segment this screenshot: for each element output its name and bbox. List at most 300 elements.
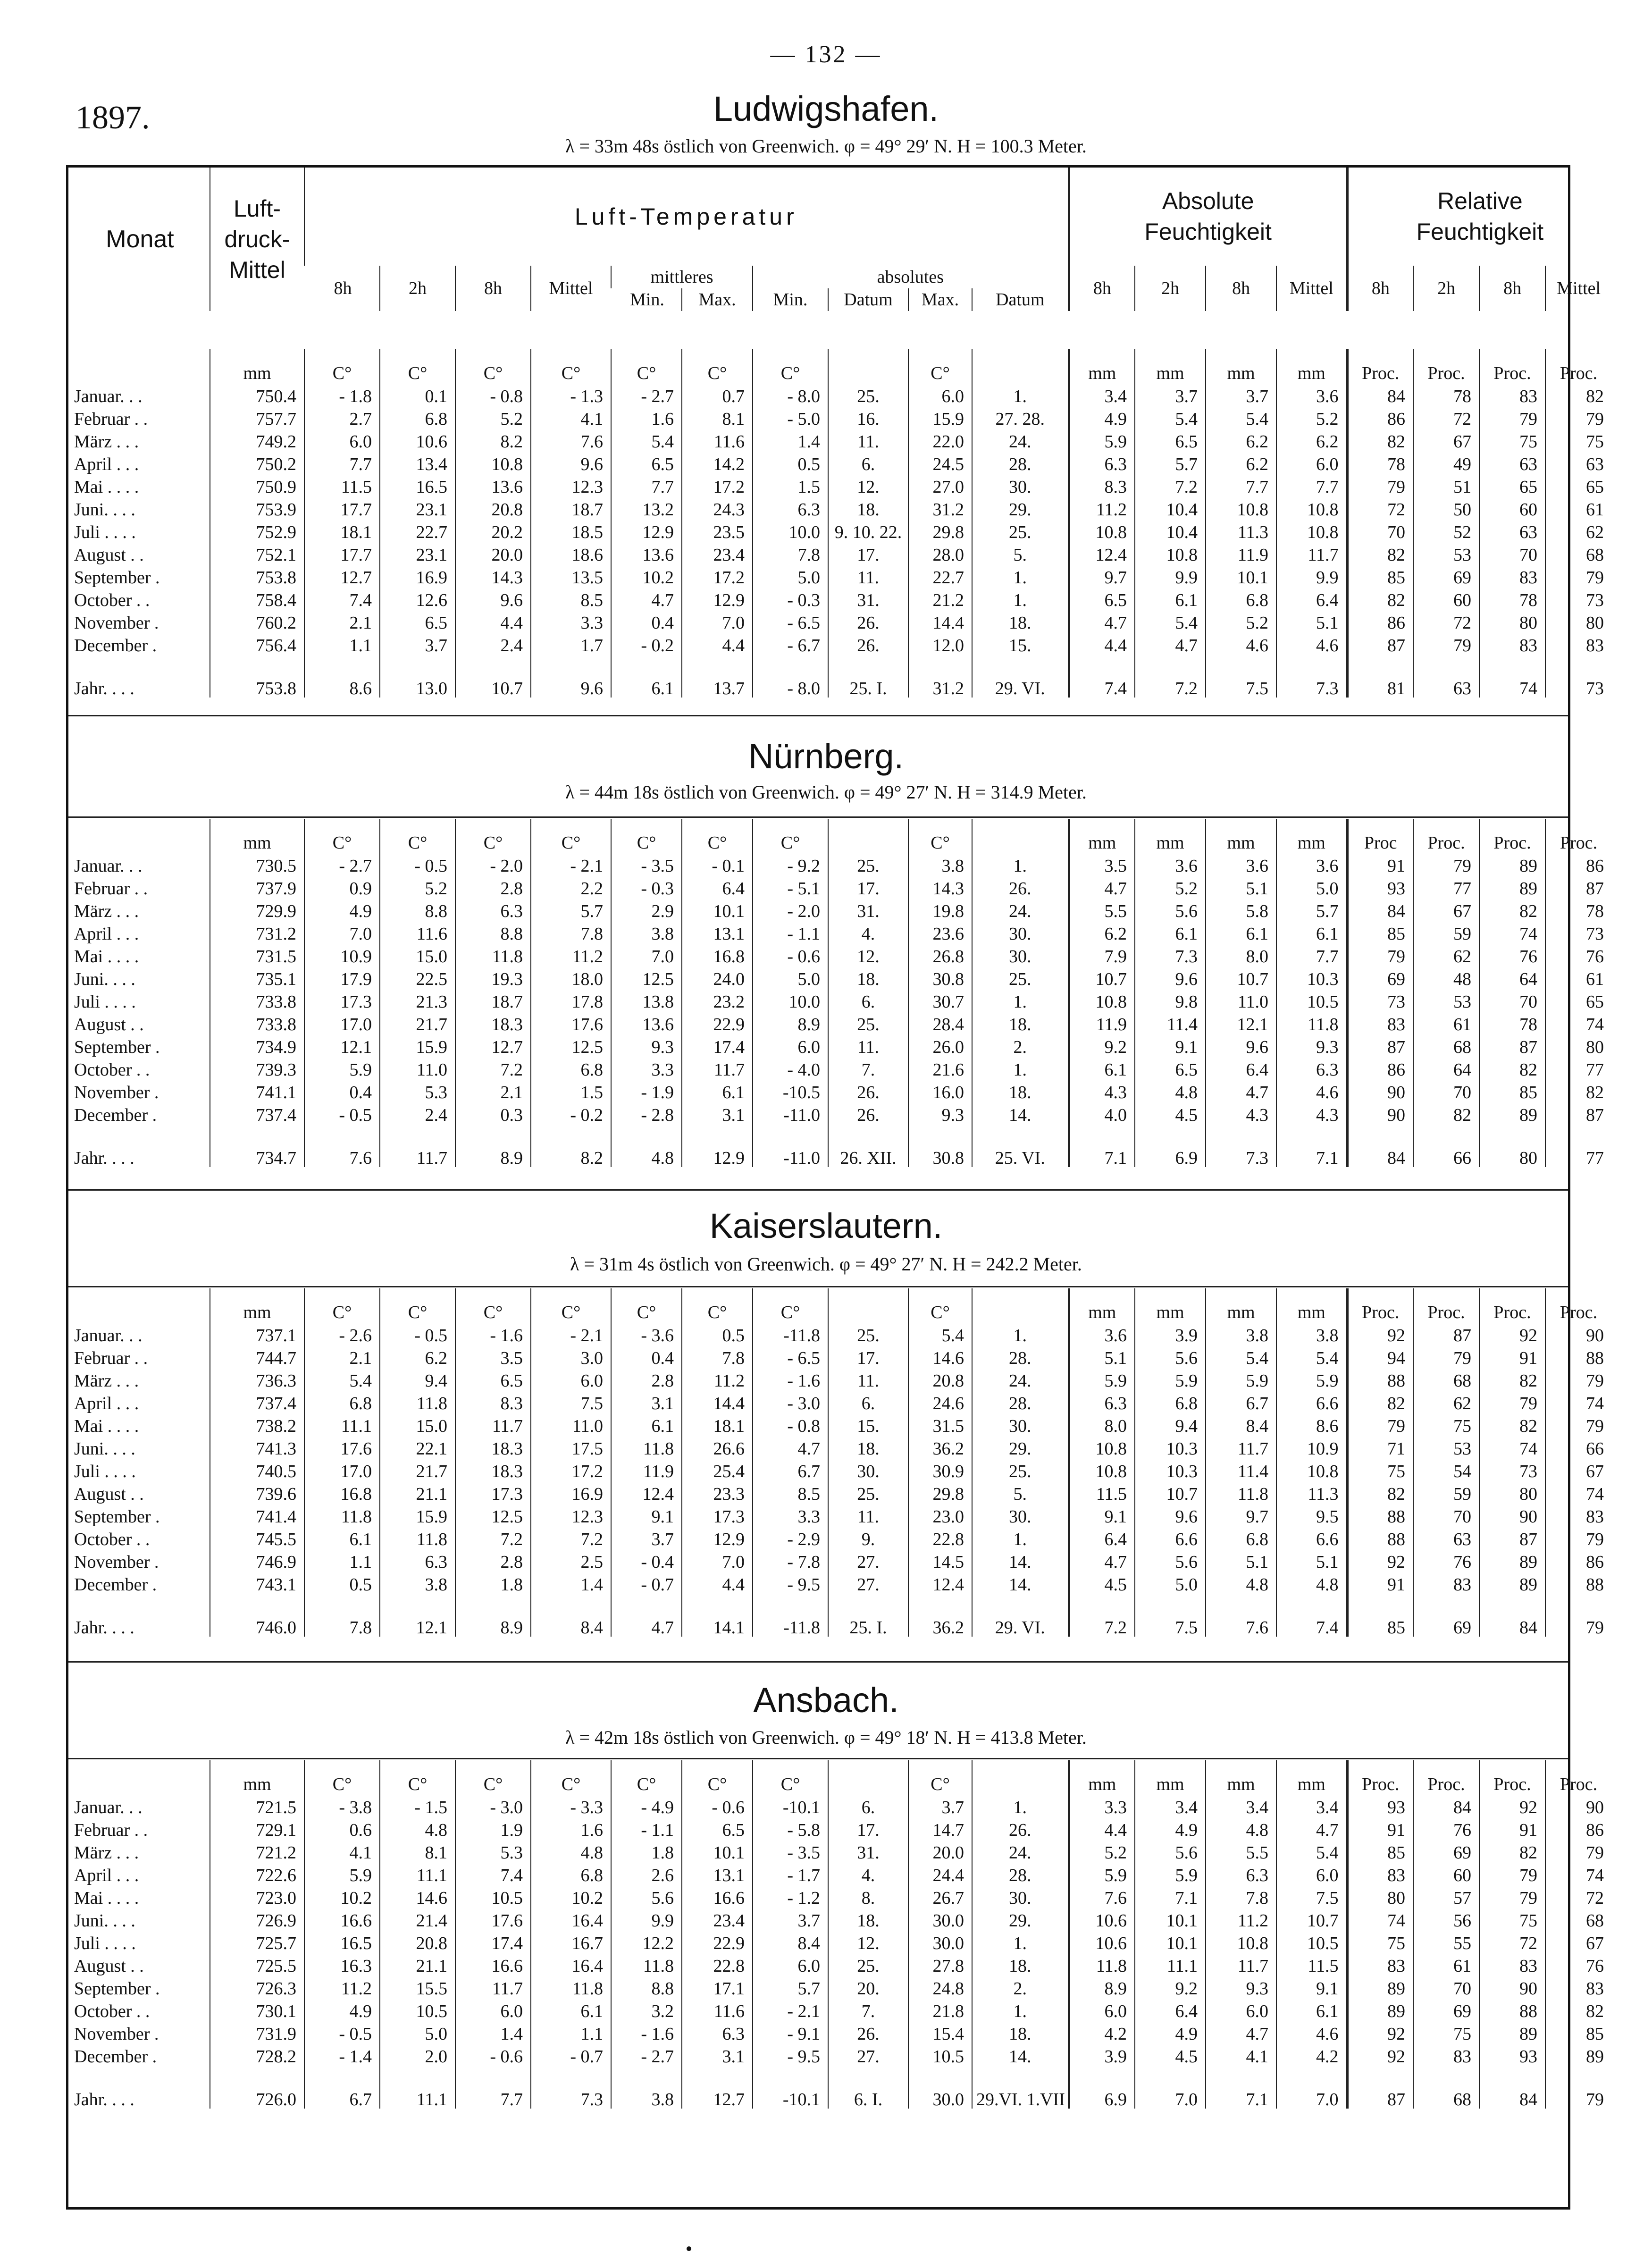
value-cell: 4.8 [1206,1819,1276,1841]
value-cell: 48 [1413,968,1479,991]
date-cell: 25. [972,521,1069,544]
value-cell: 15.5 [380,1977,455,2000]
month-label: November . [74,2024,159,2044]
value-cell: 11.0 [1206,991,1276,1013]
value-cell: 52 [1413,521,1479,544]
value-cell: 75 [1413,1415,1479,1437]
table-row [68,1932,1611,1955]
value-cell: 79 [1347,1415,1413,1437]
value-cell: - 5.1 [753,877,828,900]
value-cell: -11.0 [753,1126,828,1167]
value-cell: 13.5 [531,566,611,589]
value-cell: 741.1 [210,1081,304,1104]
value-cell: 67 [1413,430,1479,453]
value-cell: 87 [1545,1104,1611,1126]
value-cell: 758.4 [210,589,304,612]
value-cell: 744.7 [210,1347,304,1370]
value-cell: 5.9 [1135,1864,1206,1887]
value-cell: 10.2 [304,1887,380,1909]
value-cell: - 2.0 [455,855,531,877]
date-cell: 1. [972,1324,1069,1347]
date-cell: 1. [972,2000,1069,2023]
value-cell: 750.2 [210,453,304,476]
value-cell: 66 [1545,1437,1611,1460]
unit-cell: mm [1206,1288,1276,1324]
value-cell: 91 [1347,855,1413,877]
value-cell: 729.1 [210,1819,304,1841]
value-cell: 89 [1347,1977,1413,2000]
value-cell: 62 [1545,521,1611,544]
value-cell: 85 [1347,1841,1413,1864]
value-cell: 731.5 [210,945,304,968]
date-cell: 25. [828,385,908,408]
month-label: Januar. . . [74,856,143,876]
value-cell: 11.5 [304,476,380,498]
value-cell: 88 [1545,1347,1611,1370]
value-cell: 12.6 [380,589,455,612]
unit-cell [972,1288,1069,1324]
table-row [68,1013,1611,1036]
value-cell: 89 [1479,855,1545,877]
value-cell: 90 [1347,1081,1413,1104]
value-cell: 75 [1479,430,1545,453]
value-cell: - 5.0 [753,408,828,430]
value-cell: 8.9 [1069,1977,1135,2000]
month-label: März . . . [74,432,139,452]
luftdruck-line-2: druck- [224,226,290,252]
value-cell: 4.4 [455,612,531,634]
value-cell: 24.4 [908,1864,972,1887]
absolute-line-1: Absolute [1162,188,1254,214]
value-cell: 5.6 [1135,1841,1206,1864]
value-cell: 14.4 [682,1392,753,1415]
date-cell: 4. [828,923,908,945]
value-cell: 14.5 [908,1551,972,1573]
value-cell: 2.1 [304,612,380,634]
value-cell: 80 [1545,612,1611,634]
value-cell: 2.4 [380,1104,455,1126]
value-cell: 14.2 [682,453,753,476]
value-cell: 22.7 [908,566,972,589]
value-cell: - 5.8 [753,1819,828,1841]
date-cell: 30. [972,1505,1069,1528]
value-cell: 7.0 [1276,2068,1347,2109]
value-cell: 6.6 [1276,1392,1347,1415]
value-cell: 91 [1347,1573,1413,1596]
value-cell: 24.6 [908,1392,972,1415]
value-cell: 6.0 [908,385,972,408]
value-cell: 79 [1545,1370,1611,1392]
value-cell: 6.1 [1135,923,1206,945]
value-cell: 86 [1347,408,1413,430]
date-cell: 30. [972,923,1069,945]
value-cell: 17.1 [682,1977,753,2000]
value-cell: 20.0 [908,1841,972,1864]
table-row [68,1324,1611,1347]
value-cell: - 4.9 [611,1796,682,1819]
value-cell: 93 [1347,1796,1413,1819]
date-cell: 11. [828,1370,908,1392]
value-cell: 83 [1545,1505,1611,1528]
value-cell: 17.3 [682,1505,753,1528]
value-cell: 6.1 [611,1415,682,1437]
value-cell: 8.8 [380,900,455,923]
value-cell: - 0.3 [611,877,682,900]
value-cell: 1.4 [753,430,828,453]
value-cell: 22.5 [380,968,455,991]
unit-cell: mm [1135,819,1206,855]
value-cell: 4.4 [1069,634,1135,657]
value-cell: 65 [1545,991,1611,1013]
table-row [68,1081,1611,1104]
value-cell: 21.4 [380,1909,455,1932]
value-cell: 10.7 [1069,968,1135,991]
value-cell: 84 [1479,1596,1545,1637]
value-cell: 10.3 [1135,1460,1206,1483]
units-blank [68,1288,210,1324]
value-cell: 12.5 [611,968,682,991]
date-cell: 18. [828,1437,908,1460]
value-cell: 722.6 [210,1864,304,1887]
value-cell: 79 [1413,1347,1479,1370]
value-cell: 53 [1413,544,1479,566]
value-cell: 11.7 [682,1059,753,1081]
col-rel-8h: 8h [1347,266,1413,311]
station-coords: λ = 31m 4s östlich von Greenwich. φ = 49° 27′ N. H = 242.2 Meter. [570,1253,1082,1275]
value-cell: 6.9 [1135,1126,1206,1167]
unit-cell: C° [304,819,380,855]
value-cell: 5.8 [1206,900,1276,923]
value-cell: 13.6 [611,1013,682,1036]
value-cell: 5.1 [1069,1347,1135,1370]
value-cell: 8.6 [1276,1415,1347,1437]
value-cell: 0.6 [304,1819,380,1841]
value-cell: 5.3 [380,1081,455,1104]
date-cell: 18. [828,498,908,521]
value-cell: 12.5 [455,1505,531,1528]
date-cell: 29. VI. [972,1596,1069,1637]
month-label: Juli . . . . [74,1462,136,1481]
value-cell: - 1.6 [455,1324,531,1347]
value-cell: 26.7 [908,1887,972,1909]
value-cell: 88 [1347,1505,1413,1528]
value-cell: 6.0 [1276,1864,1347,1887]
value-cell: 77 [1545,1059,1611,1081]
unit-cell: Proc. [1413,349,1479,385]
value-cell: 51 [1413,476,1479,498]
value-cell: 3.6 [1069,1324,1135,1347]
value-cell: -11.8 [753,1596,828,1637]
value-cell: 88 [1347,1528,1413,1551]
value-cell: 31.2 [908,498,972,521]
value-cell: 735.1 [210,968,304,991]
value-cell: 10.7 [1206,968,1276,991]
value-cell: 11.3 [1276,1483,1347,1505]
unit-cell: mm [1276,1288,1347,1324]
month-label: December . [74,1575,157,1595]
table-row [68,1551,1611,1573]
value-cell: 5.3 [455,1841,531,1864]
value-cell: 15.9 [380,1505,455,1528]
value-cell: 3.6 [1276,385,1347,408]
value-cell: 10.7 [455,657,531,698]
value-cell: 2.9 [611,900,682,923]
units-row [68,819,1611,855]
value-cell: 16.8 [304,1483,380,1505]
month-label: Mai . . . . [74,1888,139,1908]
value-cell: 10.2 [531,1887,611,1909]
date-cell: 18. [972,612,1069,634]
value-cell: 4.4 [682,634,753,657]
value-cell: 4.6 [1276,2023,1347,2045]
value-cell: 11.5 [1069,1483,1135,1505]
value-cell: 11.4 [1135,1013,1206,1036]
section-divider [68,715,1568,716]
unit-cell: mm [210,349,304,385]
value-cell: 9.9 [611,1909,682,1932]
month-label: Juni. . . . [74,1911,135,1931]
value-cell: 19.3 [455,968,531,991]
month-label: Jahr. . . . [74,2090,134,2110]
value-cell: 89 [1479,1104,1545,1126]
value-cell: 16.0 [908,1081,972,1104]
value-cell: 15.4 [908,2023,972,2045]
value-cell: 85 [1479,1081,1545,1104]
units-blank [68,1760,210,1796]
value-cell: 17.6 [304,1437,380,1460]
value-cell: 12.4 [1069,544,1135,566]
unit-cell: C° [753,819,828,855]
value-cell: 6.1 [611,657,682,698]
unit-cell: Proc. [1479,1760,1545,1796]
value-cell: 69 [1413,1841,1479,1864]
value-cell: 18.0 [531,968,611,991]
value-cell: 11.2 [682,1370,753,1392]
value-cell: 82 [1347,1392,1413,1415]
value-cell: 9.5 [1276,1505,1347,1528]
value-cell: 22.0 [908,430,972,453]
value-cell: 5.5 [1069,900,1135,923]
mittleres-header: mittleres [611,266,753,288]
table-row [68,1796,1611,1819]
value-cell: 84 [1347,900,1413,923]
unit-cell: Proc. [1347,1288,1413,1324]
value-cell: 30.8 [908,1126,972,1167]
value-cell: 753.9 [210,498,304,521]
table-row [68,1505,1611,1528]
value-cell: - 1.4 [304,2045,380,2068]
value-cell: 68 [1413,1036,1479,1059]
value-cell: 17.6 [455,1909,531,1932]
date-cell: 27. [828,1551,908,1573]
value-cell: 86 [1545,855,1611,877]
unit-cell: C° [682,1760,753,1796]
value-cell: 79 [1347,476,1413,498]
unit-cell: C° [531,819,611,855]
value-cell: 92 [1347,1324,1413,1347]
value-cell: 23.0 [908,1505,972,1528]
value-cell: - 0.8 [455,385,531,408]
value-cell: 67 [1545,1460,1611,1483]
col-abs-min-datum: Datum [828,288,908,311]
value-cell: 6.0 [1276,453,1347,476]
value-cell: 92 [1347,2023,1413,2045]
value-cell: - 6.7 [753,634,828,657]
value-cell: 17.2 [682,566,753,589]
table-row [68,1370,1611,1392]
value-cell: 84 [1347,1126,1413,1167]
unit-cell: C° [611,1288,682,1324]
table-row [68,1415,1611,1437]
value-cell: 5.4 [304,1370,380,1392]
value-cell: 723.0 [210,1887,304,1909]
value-cell: 1.1 [304,634,380,657]
value-cell: 63 [1479,453,1545,476]
value-cell: 1.4 [531,1573,611,1596]
value-cell: 6.5 [1135,1059,1206,1081]
value-cell: 10.9 [304,945,380,968]
value-cell: 26.6 [682,1437,753,1460]
value-cell: 69 [1347,968,1413,991]
table-row [68,1483,1611,1505]
table-row [68,2045,1611,2068]
table-row [68,991,1611,1013]
date-cell: 31. [828,1841,908,1864]
page-year: 1897. [75,100,150,136]
date-cell: 4. [828,1864,908,1887]
table-row [68,1528,1611,1551]
value-cell: 2.8 [455,877,531,900]
date-cell: 2. [972,1977,1069,2000]
value-cell: 78 [1479,589,1545,612]
value-cell: 17.5 [531,1437,611,1460]
value-cell: 4.6 [1276,1081,1347,1104]
value-cell: 3.8 [611,923,682,945]
value-cell: 30.0 [908,2068,972,2109]
date-cell: 1. [972,1528,1069,1551]
date-cell: 25. I. [828,1596,908,1637]
value-cell: 4.9 [304,900,380,923]
value-cell: 10.1 [1135,1909,1206,1932]
unit-cell [828,1760,908,1796]
value-cell: 0.4 [611,612,682,634]
month-label: August . . [74,1956,144,1976]
unit-cell: mm [210,819,304,855]
value-cell: -10.5 [753,1081,828,1104]
value-cell: 21.7 [380,1460,455,1483]
value-cell: 7.0 [611,945,682,968]
month-label: April . . . [74,924,139,944]
value-cell: 4.7 [753,1437,828,1460]
value-cell: 78 [1545,900,1611,923]
value-cell: 11.2 [531,945,611,968]
value-cell: 6.8 [1135,1392,1206,1415]
date-cell: 28. [972,1392,1069,1415]
value-cell: 5.0 [753,566,828,589]
value-cell: 0.5 [753,453,828,476]
value-cell: 5.4 [1276,1347,1347,1370]
value-cell: 5.2 [455,408,531,430]
value-cell: 5.9 [1206,1370,1276,1392]
value-cell: 71 [1347,1437,1413,1460]
value-cell: 9.4 [380,1370,455,1392]
date-cell: 18. [972,1013,1069,1036]
unit-cell [828,349,908,385]
table-row [68,612,1611,634]
unit-cell: C° [908,349,972,385]
value-cell: 24.8 [908,1977,972,2000]
value-cell: 3.7 [1206,385,1276,408]
date-cell: 6. I. [828,2068,908,2109]
value-cell: 10.8 [1069,1437,1135,1460]
date-cell: 25. [828,1955,908,1977]
value-cell: -10.1 [753,1796,828,1819]
value-cell: 7.1 [1069,1126,1135,1167]
table-row [68,855,1611,877]
value-cell: 16.9 [380,566,455,589]
value-cell: - 0.6 [682,1796,753,1819]
value-cell: 80 [1479,1483,1545,1505]
value-cell: 10.6 [380,430,455,453]
value-cell: 6.8 [380,408,455,430]
value-cell: 6.3 [1206,1864,1276,1887]
col-mittl-min: Min. [630,290,664,310]
date-cell: 28. [972,453,1069,476]
value-cell: - 1.9 [611,1081,682,1104]
unit-cell: Proc. [1479,1288,1545,1324]
value-cell: 3.4 [1206,1796,1276,1819]
value-cell: 14.1 [682,1596,753,1637]
col-abs-8h-evening: 8h [1206,266,1276,311]
value-cell: 12.2 [611,1932,682,1955]
unit-cell: mm [1069,1760,1135,1796]
date-cell: 18. [828,1909,908,1932]
value-cell: 4.4 [1069,1819,1135,1841]
value-cell: 89 [1479,1551,1545,1573]
value-cell: 85 [1347,923,1413,945]
value-cell: 28.0 [908,544,972,566]
value-cell: 733.8 [210,1013,304,1036]
value-cell: 6.4 [1206,1059,1276,1081]
date-cell: 12. [828,945,908,968]
value-cell: 64 [1413,1059,1479,1081]
table-row [68,1909,1611,1932]
table-row [68,968,1611,991]
unit-cell: C° [380,1288,455,1324]
value-cell: 5.9 [1069,1370,1135,1392]
value-cell: 16.6 [455,1955,531,1977]
value-cell: 7.7 [1276,476,1347,498]
date-cell: 18. [972,1955,1069,1977]
table-row [68,453,1611,476]
date-cell: 14. [972,1104,1069,1126]
value-cell: 3.7 [1135,385,1206,408]
value-cell: - 2.7 [611,385,682,408]
value-cell: 13.2 [611,498,682,521]
value-cell: 746.0 [210,1596,304,1637]
value-cell: 721.2 [210,1841,304,1864]
value-cell: 4.9 [1069,408,1135,430]
value-cell: 87 [1479,1036,1545,1059]
table-row [68,900,1611,923]
unit-cell: C° [753,1288,828,1324]
value-cell: 5.4 [1135,408,1206,430]
date-cell: 12. [828,1932,908,1955]
value-cell: 12.7 [304,566,380,589]
unit-cell: mm [1069,349,1135,385]
value-cell: 13.0 [380,657,455,698]
value-cell: 8.2 [531,1126,611,1167]
